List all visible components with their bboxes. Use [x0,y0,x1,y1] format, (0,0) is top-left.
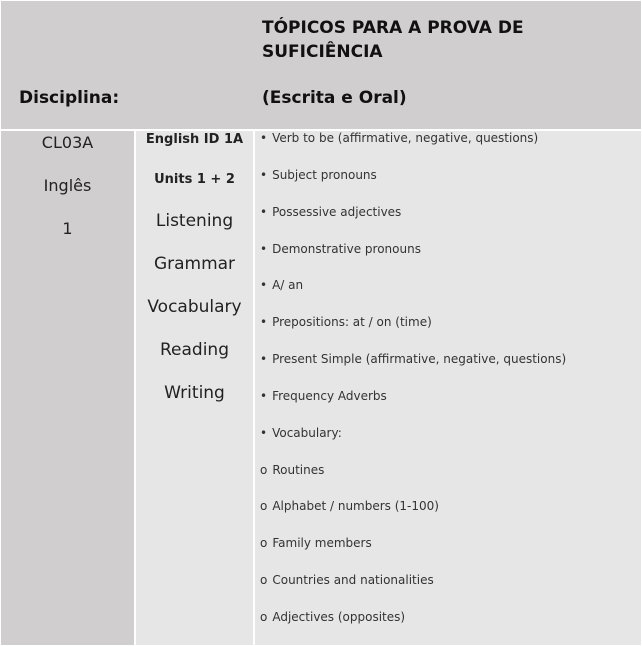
list-item [260,610,405,624]
skill-writing: Writing [164,383,225,403]
sub-bullet-marker: o [260,573,268,587]
list-item [260,278,303,292]
list-item [260,168,377,182]
list-item [260,389,387,403]
list-item [260,536,372,550]
bullet-marker: • [260,389,268,403]
discipline-label: Disciplina: [19,88,120,108]
topic-text: A/ an [272,278,304,292]
page-subtitle: (Escrita e Oral) [262,88,407,108]
bullet-marker: • [260,315,268,329]
topic-text: Demonstrative pronouns [272,242,421,256]
topic-text: Frequency Adverbs [272,389,387,403]
discipline-name: Inglês [43,176,92,195]
skill-vocabulary: Vocabulary [147,297,242,317]
discipline-column [1,131,134,645]
topic-text: Present Simple (affirmative, negative, questions) [272,352,567,366]
list-item [260,315,432,329]
list-item [260,499,439,513]
bullet-marker: • [260,205,268,219]
topic-text: Alphabet / numbers (1-100) [272,499,439,513]
sub-bullet-marker: o [260,463,268,477]
list-item [260,463,324,477]
topic-text: Countries and nationalities [272,573,434,587]
bullet-marker: • [260,426,268,440]
skill-reading: Reading [159,340,229,360]
sub-bullet-marker: o [260,536,268,550]
sub-bullet-marker: o [260,610,268,624]
sub-bullet-marker: o [260,499,268,513]
topic-text: Vocabulary: [272,426,342,440]
discipline-level: 1 [62,219,73,238]
topic-text: Routines [272,463,325,477]
bullet-marker: • [260,352,268,366]
topics-column [255,131,641,645]
bullet-marker: • [260,131,268,145]
list-item [260,352,566,366]
list-item [260,131,538,145]
topic-text: Adjectives (opposites) [272,610,406,624]
list-item [260,242,421,256]
list-item [260,205,401,219]
table-header [1,1,641,129]
list-item [260,426,342,440]
skill-listening: Listening [155,211,234,231]
topic-text: Subject pronouns [272,168,377,182]
skill-grammar: Grammar [153,254,236,274]
page-title: TÓPICOS PARA A PROVA DE SUFICIÊNCIA [262,18,524,62]
book-title: English ID 1A [145,132,244,147]
topic-text: Family members [272,536,372,550]
topic-text: Verb to be (affirmative, negative, questions) [272,131,539,145]
topic-text: Prepositions: at / on (time) [272,315,432,329]
topic-text: Possessive adjectives [272,205,402,219]
bullet-marker: • [260,168,268,182]
units-label: Units 1 + 2 [154,172,235,187]
bullet-marker: • [260,242,268,256]
discipline-code: CL03A [41,133,94,152]
list-item [260,573,434,587]
bullet-marker: • [260,278,268,292]
content-column [136,131,253,645]
